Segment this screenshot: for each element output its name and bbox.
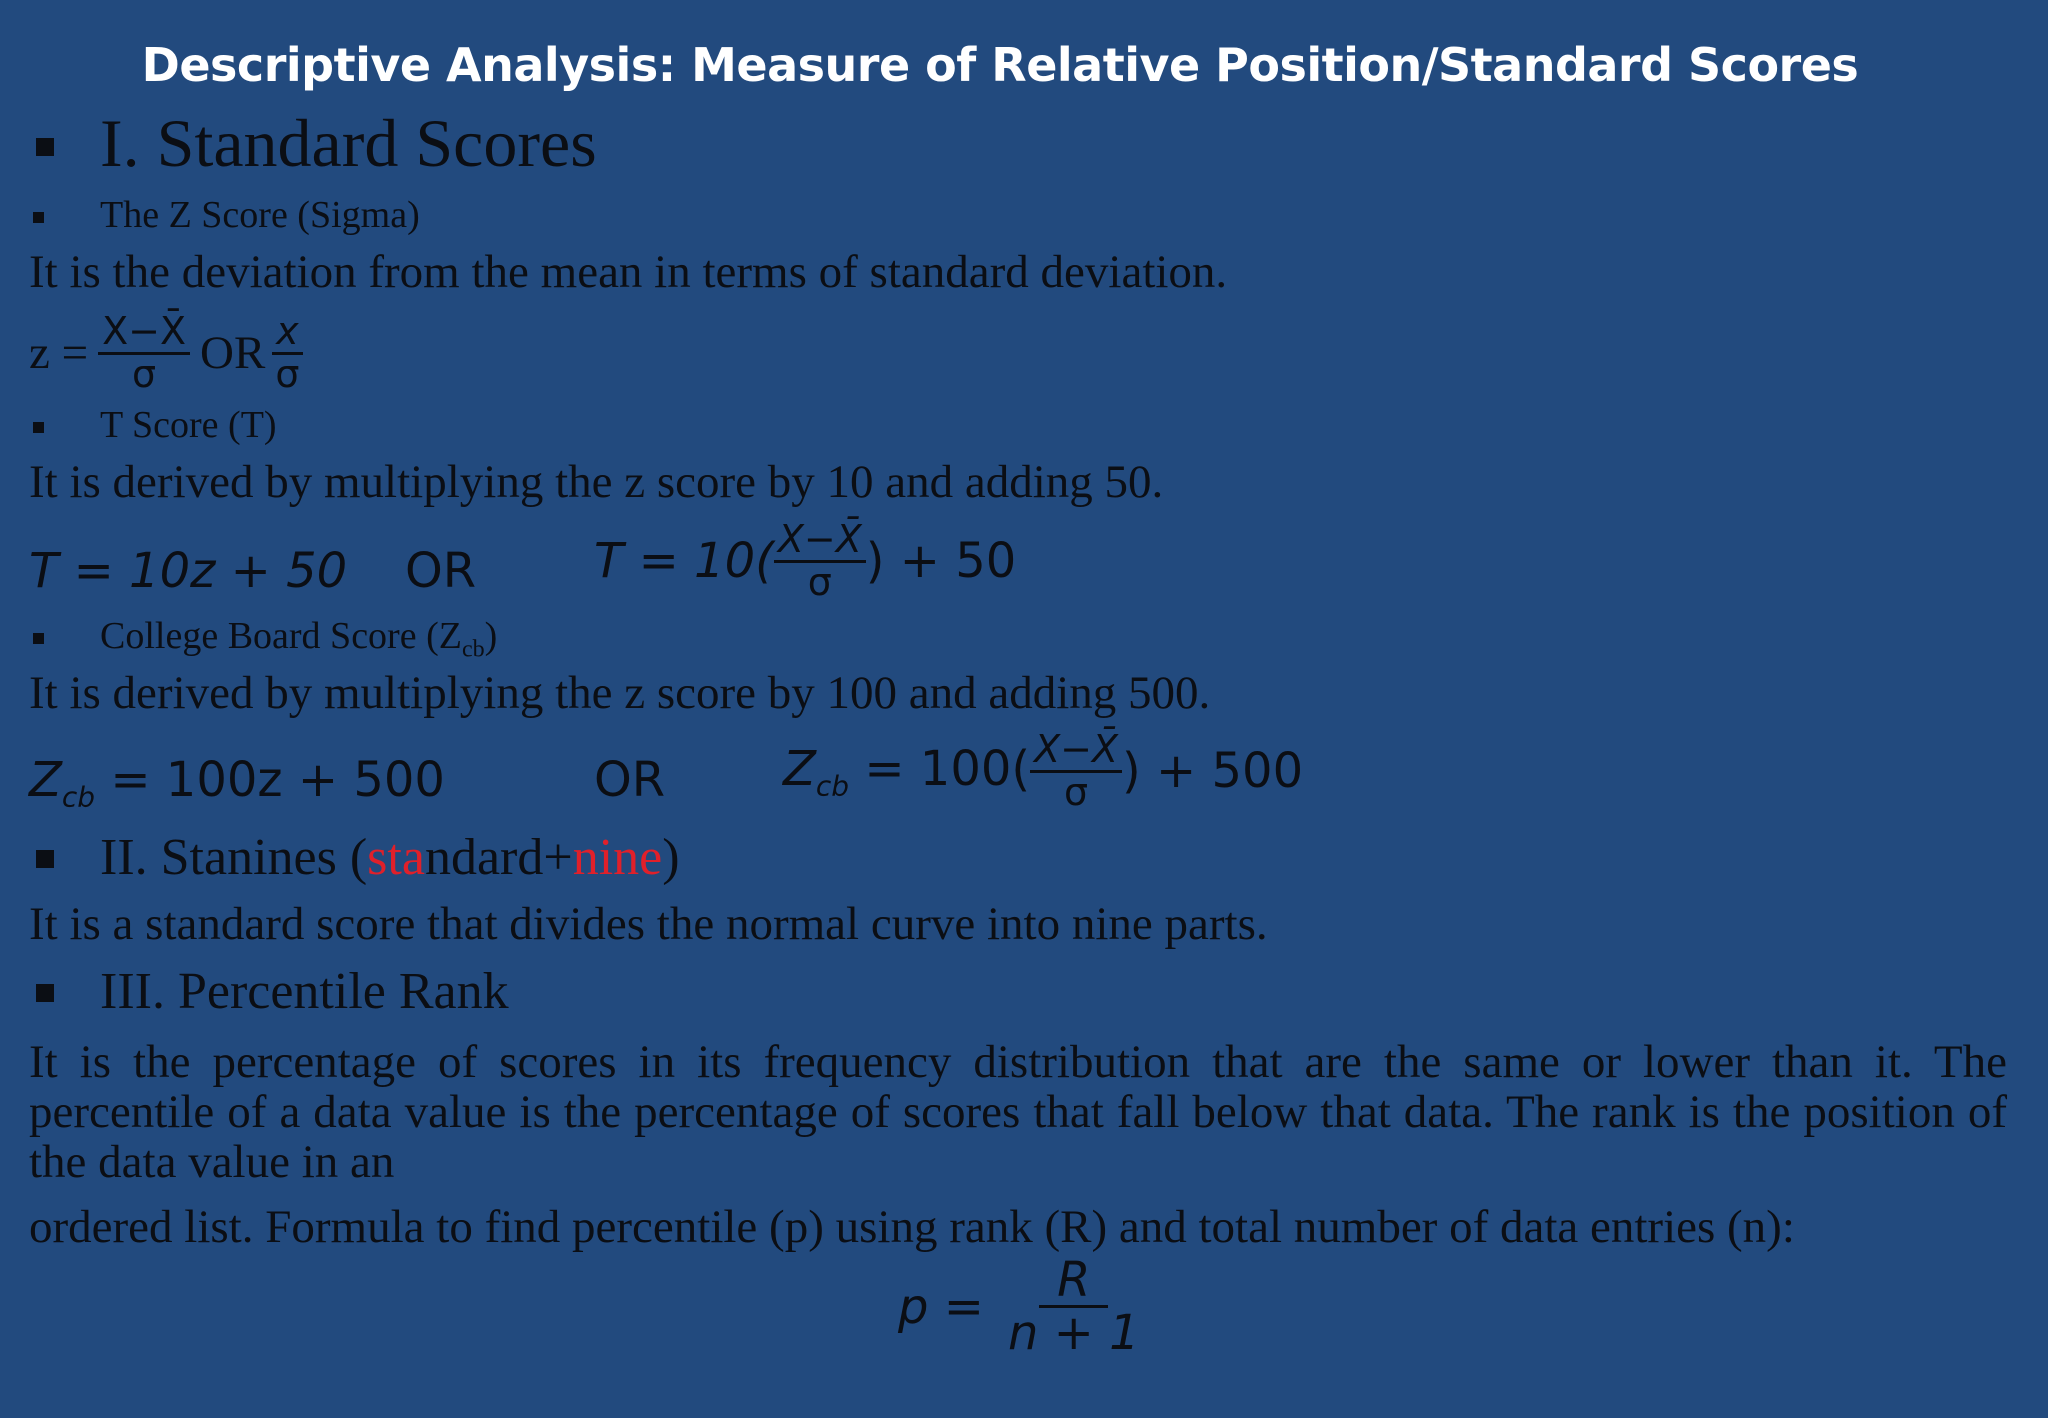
fraction-numerator: x	[272, 312, 303, 355]
cb-formula-sub: cb	[61, 780, 96, 814]
fraction-denominator: σ	[1064, 769, 1089, 814]
percentile-paragraph: It is the percentage of scores in its frequency distribution that are the same or lower than it. The percentile of a data value is the percentage of scores that fall below that data. The rank is the position of the data value in an	[29, 1036, 2007, 1188]
subheading-t-score: T Score (T)	[100, 404, 277, 446]
percentile-formula-fraction	[1004, 1252, 1144, 1362]
subheading-z-score: The Z Score (Sigma)	[100, 194, 420, 236]
percentile-formula	[898, 1252, 1144, 1362]
stanines-description: It is a standard score that divides the normal curve into nine parts.	[29, 898, 1268, 950]
z-formula-lhs: z =	[29, 327, 89, 380]
cb-formula-fraction	[1030, 727, 1122, 814]
z-formula-or: OR	[200, 327, 266, 380]
t-formula-right-prefix: T = 10(	[594, 533, 774, 590]
cb-formula-z: Z	[29, 752, 62, 808]
z-score-formula	[29, 309, 303, 396]
stanines-st: st	[367, 829, 402, 886]
fraction-denominator: σ	[807, 559, 832, 604]
fraction-numerator: R	[1039, 1255, 1108, 1308]
fraction-denominator: σ	[132, 351, 157, 396]
college-board-description: It is derived by multiplying the z score by 100 and adding 500.	[29, 667, 1211, 719]
cb-formula-sub: cb	[815, 769, 850, 803]
fraction-denominator: σ	[275, 351, 300, 396]
cb-label-suffix: )	[484, 615, 498, 657]
cb-formula-right	[783, 727, 1304, 814]
stanines-nine: nine	[572, 829, 663, 886]
bullet	[33, 422, 44, 433]
stanines-a: a	[401, 829, 425, 886]
bullet	[36, 850, 54, 868]
bullet	[33, 212, 44, 223]
z-formula-fraction-1	[98, 309, 190, 396]
t-formula-right	[594, 517, 1017, 604]
cb-formula-z: Z	[783, 740, 816, 797]
t-formula-left: T = 10z + 50	[29, 543, 348, 599]
subheading-college-board	[100, 614, 497, 664]
fraction-numerator: X−X̄	[1030, 730, 1122, 773]
percentile-formula-lhs: p =	[898, 1278, 984, 1335]
fraction-numerator: X−X̄	[98, 312, 190, 355]
heading-percentile-rank: III. Percentile Rank	[100, 963, 509, 1020]
fraction-numerator: X−X̄	[774, 520, 866, 563]
z-score-description: It is the deviation from the mean in terms of standard deviation.	[29, 246, 1228, 298]
stanines-ndard: ndard+	[424, 829, 573, 886]
cb-label-prefix: College Board Score (Z	[100, 615, 462, 657]
cb-formula-left	[29, 752, 445, 814]
t-formula-or: OR	[405, 543, 477, 599]
bullet	[36, 138, 54, 156]
cb-formula-right-rest: = 100(	[849, 740, 1031, 797]
fraction-denominator: n + 1	[1007, 1305, 1140, 1362]
bullet	[36, 984, 54, 1002]
cb-label-sub: cb	[461, 636, 485, 663]
page-title: Descriptive Analysis: Measure of Relative Position/Standard Scores	[141, 38, 1859, 92]
stanines-prefix: II. Stanines (	[100, 829, 368, 886]
t-formula-right-suffix: ) + 50	[865, 533, 1017, 590]
cb-formula-or: OR	[594, 752, 666, 808]
t-score-description: It is derived by multiplying the z score by 10 and adding 50.	[29, 456, 1164, 508]
percentile-last-line: ordered list. Formula to find percentile (p) using rank (R) and total number of data entries (n):	[29, 1201, 1795, 1253]
heading-stanines	[100, 828, 680, 887]
heading-standard-scores: I. Standard Scores	[100, 105, 597, 181]
bullet	[33, 633, 44, 644]
cb-formula-left-rest: = 100z + 500	[95, 752, 445, 808]
stanines-suffix: )	[662, 829, 680, 886]
z-formula-fraction-2	[271, 309, 303, 396]
t-formula-fraction	[774, 517, 866, 604]
cb-formula-right-suffix: ) + 500	[1122, 743, 1304, 800]
